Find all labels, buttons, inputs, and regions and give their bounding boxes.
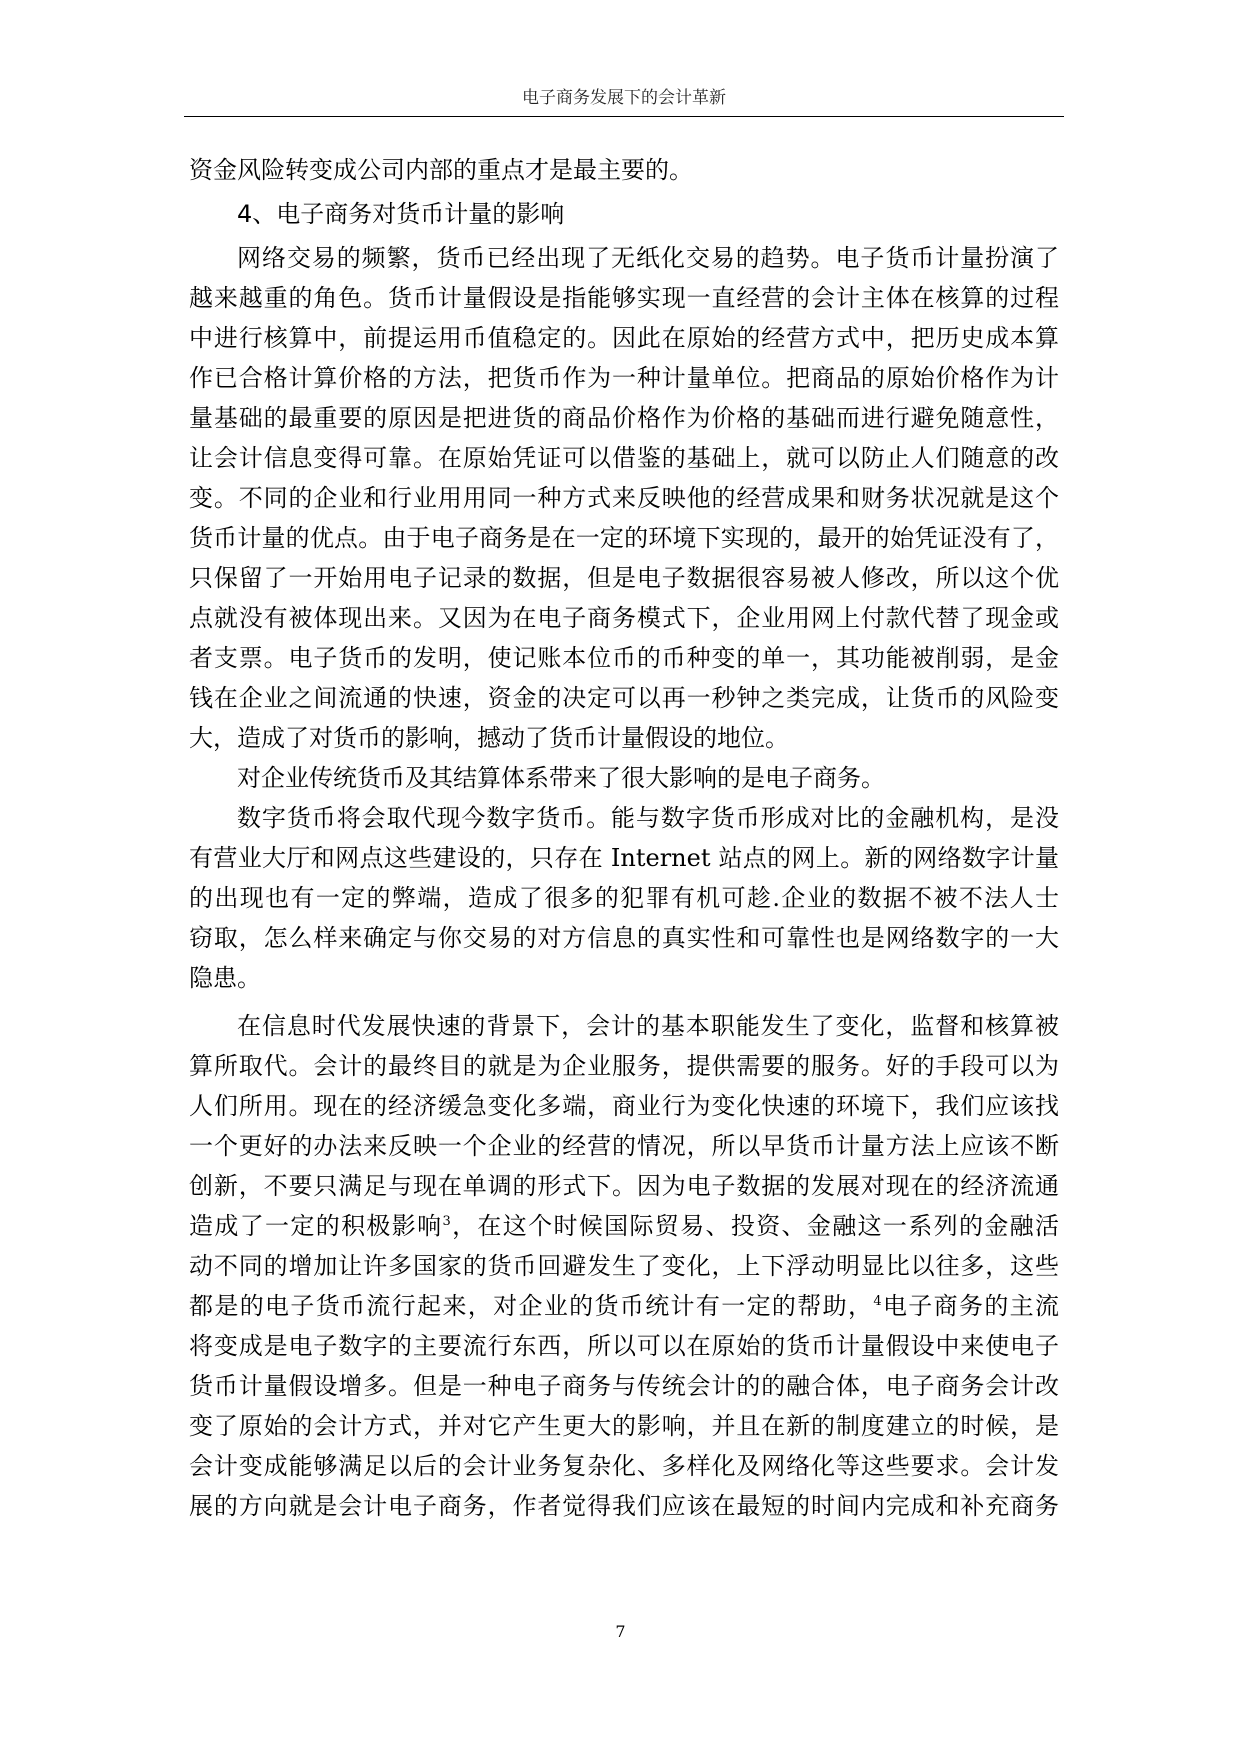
text-line: 在信息时代发展快速的背景下，会计的基本职能发生了变化，监督和核算被 [237, 1012, 1059, 1040]
paragraph-information-age [189, 1006, 1059, 1526]
paragraph-gap [189, 998, 1059, 1006]
text-line: 网络交易的频繁，货币已经出现了无纸化交易的趋势。电子货币计量扮演了 [237, 244, 1059, 272]
text-line: 货币计量假设增多。但是一种电子商务与传统会计的的融合体，电子商务会计改 [189, 1372, 1059, 1400]
text-line: 隐患。 [189, 964, 261, 992]
text-line: 者支票。电子货币的发明，使记账本位币的币种变的单一，其功能被削弱，是金 [189, 644, 1059, 672]
text-line: 中进行核算中，前提运用币值稳定的。因此在原始的经营方式中，把历史成本算 [189, 324, 1059, 352]
text-line: 越来越重的角色。货币计量假设是指能够实现一直经营的会计主体在核算的过程 [189, 284, 1059, 312]
continuation-line: 资金风险转变成公司内部的重点才是最主要的。 [189, 156, 693, 184]
text-line: 算所取代。会计的最终目的就是为企业服务，提供需要的服务。好的手段可以为 [189, 1052, 1059, 1080]
text-line: 将变成是电子数字的主要流行东西，所以可以在原始的货币计量假设中来使电子 [189, 1332, 1059, 1360]
text-segment: ，在这个时候国际贸易、投资、金融这一系列的金融活 [450, 1212, 1059, 1240]
running-header: 电子商务发展下的会计革新 [522, 88, 726, 108]
text-line: 窃取，怎么样来确定与你交易的对方信息的真实性和可靠性也是网络数字的一大 [189, 924, 1059, 952]
text-line [189, 1286, 1059, 1326]
text-line: 对企业传统货币及其结算体系带来了很大影响的是电子商务。 [237, 764, 885, 792]
text-line: 变。不同的企业和行业用用同一种方式来反映他的经营成果和财务状况就是这个 [189, 484, 1059, 512]
text-line: 钱在企业之间流通的快速，资金的决定可以再一秒钟之类完成，让货币的风险变 [189, 684, 1059, 712]
text-line: 数字货币将会取代现今数字货币。能与数字货币形成对比的金融机构，是没 [237, 804, 1059, 832]
text-line: 量基础的最重要的原因是把进货的商品价格作为价格的基础而进行避免随意性， [189, 404, 1059, 432]
text-line: 让会计信息变得可靠。在原始凭证可以借鉴的基础上，就可以防止人们随意的改 [189, 444, 1059, 472]
text-segment: 都是的电子货币流行起来，对企业的货币统计有一定的帮助， [189, 1292, 874, 1320]
footnote-marker: 4 [873, 1294, 882, 1309]
text-line: 只保留了一开始用电子记录的数据，但是电子数据很容易被人修改，所以这个优 [189, 564, 1059, 592]
text-line [189, 1206, 1059, 1246]
text-line: 动不同的增加让许多国家的货币回避发生了变化，上下浮动明显比以往多，这些 [189, 1252, 1059, 1280]
text-line: 作已合格计算价格的方法，把货币作为一种计量单位。把商品的原始价格作为计 [189, 364, 1059, 392]
text-line: 展的方向就是会计电子商务，作者觉得我们应该在最短的时间内完成和补充商务 [189, 1492, 1059, 1520]
section-heading: 4、电子商务对货币计量的影响 [237, 200, 565, 228]
text-line: 的出现也有一定的弊端，造成了很多的犯罪有机可趁.企业的数据不被不法人士 [189, 884, 1059, 912]
text-segment: 电子商务的主流 [881, 1292, 1059, 1320]
text-line: 大，造成了对货币的影响，撼动了货币计量假设的地位。 [189, 724, 789, 752]
text-line: 会计变成能够满足以后的会计业务复杂化、多样化及网络化等这些要求。会计发 [189, 1452, 1059, 1480]
page-number: 7 [615, 1622, 626, 1641]
text-line: 有营业大厅和网点这些建设的，只存在 Internet 站点的网上。新的网络数字计量 [189, 844, 1059, 872]
footnote-marker: 3 [442, 1214, 451, 1229]
text-line: 一个更好的办法来反映一个企业的经营的情况，所以早货币计量方法上应该不断 [189, 1132, 1059, 1160]
text-line: 创新，不要只满足与现在单调的形式下。因为电子数据的发展对现在的经济流通 [189, 1172, 1059, 1200]
body-text [189, 150, 1059, 1526]
text-line: 变了原始的会计方式，并对它产生更大的影响，并且在新的制度建立的时候，是 [189, 1412, 1059, 1440]
text-line: 货币计量的优点。由于电子商务是在一定的环境下实现的，最开的始凭证没有了， [189, 524, 1059, 552]
paragraph-settlement-system [189, 758, 1059, 798]
text-segment: 造成了一定的积极影响 [189, 1212, 443, 1240]
header-rule [184, 116, 1064, 117]
paragraph-digital-currency [189, 798, 1059, 998]
paragraph-currency-measurement [189, 238, 1059, 758]
text-line: 人们所用。现在的经济缓急变化多端，商业行为变化快速的环境下，我们应该找 [189, 1092, 1059, 1120]
text-line: 点就没有被体现出来。又因为在电子商务模式下，企业用网上付款代替了现金或 [189, 604, 1059, 632]
